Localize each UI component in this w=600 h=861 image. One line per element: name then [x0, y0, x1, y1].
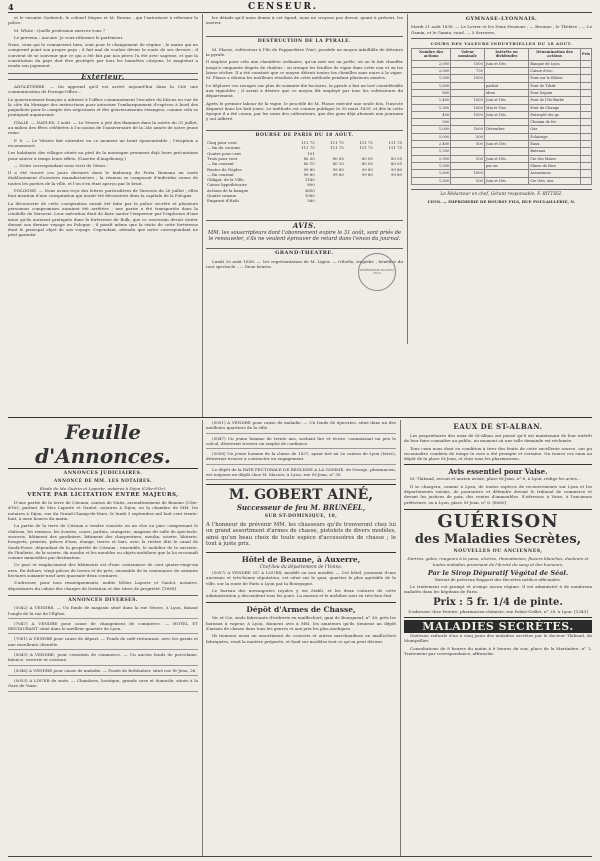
- stamp-text: IMPRIMERIE BOURSY FILS: [359, 267, 395, 275]
- bourse-value-cell: 111 75: [301, 140, 315, 146]
- right-column-upper: [411, 15, 592, 417]
- bourse-value-cell: 80 05: [390, 161, 402, 167]
- bourse-value-cell: 3650: [304, 187, 315, 193]
- cours-header-cell: Valeur nominale: [451, 49, 485, 61]
- cours-row: [412, 126, 592, 133]
- guerison-title2: des Maladies Secrètes,: [414, 531, 582, 547]
- cours-cell: Pont du Change: [529, 104, 581, 111]
- cours-cell: 500: [412, 119, 451, 126]
- etude-text: Étude de Me Guérin et Laporte, notaires à Dijon (Côte-d'Or).: [39, 485, 167, 491]
- bourse-value-cell: 99 80: [303, 171, 315, 177]
- cours-table: [411, 48, 592, 185]
- imprimerie-line: LYON. — IMPRIMERIE DE BOURSY FILS, RUE POULAILLERIE, N.: [427, 199, 576, 205]
- cours-cell: 750: [451, 68, 485, 75]
- bourse-heading: BOURSE DE PARIS DU 18 AOUT.: [206, 130, 403, 138]
- cours-row: [412, 89, 592, 96]
- hotel-text: (5057) A VENDRE OU A LOUER, meublé ou non meublé, — Cet hôtel, jouissant d'une ancienne et très-bonne réputation, est situé sur le quai, quartier le plus agréable de la ville, sur la route de Paris à Lyon par la Bourgogne.: [206, 569, 396, 586]
- bourse-label-cell: — fin du courant.: [207, 145, 242, 151]
- bourse-row: [206, 198, 403, 203]
- gerant-line: Le Rédacteur en chef, Gérant responsable, F. RITTIEZ.: [411, 189, 592, 197]
- cours-cell: [484, 68, 528, 75]
- destruction-text: M. Plasse, cultivateur à l'Ile de Pappardière (Var), possède un moyen infaillible de détruire la pyrale.: [206, 46, 403, 58]
- column-divider: [400, 420, 401, 856]
- bourse-value-cell: 580: [307, 198, 315, 204]
- bourse-value-cell: 111 75: [388, 140, 402, 146]
- annonces-diverses-heading: ANNONCES DIVERSES.: [8, 595, 198, 603]
- cours-cell: 1,500: [412, 177, 451, 184]
- bourse-label-cell: Quatre canaux: [207, 193, 237, 199]
- classified-ad: (7047) A VENDRE pour cause de changement de commerce. — HOTEL ET RESTAURANT situé dans le meilleur quartier de Lyon.: [8, 621, 198, 635]
- bourse-value-cell: 99 80: [361, 171, 373, 177]
- left-text-1: M. White : Quelle profession exercez-vous ?: [14, 27, 106, 33]
- bourse-value-cell: 111 75: [301, 145, 315, 151]
- cours-cell: 500: [451, 177, 485, 184]
- destruction-heading: DESTRUCTION DE LA PYRALE.: [206, 36, 403, 44]
- classified-ad: (7061) A VENDRE pour cause de départ. — Fonds de café-restaurant, avec les garnis et une excellente clientèle.: [8, 636, 198, 650]
- bourse-value-cell: 111 75: [330, 145, 344, 151]
- bourse-value-cell: 111 75: [359, 140, 373, 146]
- cours-cell: [580, 148, 591, 155]
- bourse-value-cell: 1180: [304, 177, 315, 183]
- grand-theatre-heading: GRAND-THEATRE.: [206, 248, 403, 256]
- cours-cell: [484, 170, 528, 177]
- cours-cell: Juin et Déc.: [484, 177, 528, 184]
- left-text-3: ANGLETERRE. — On apprend qu'il est arrivé aujourd'hui dans la Cité une communication du Foreign-Office...: [8, 83, 198, 95]
- bourse-value-cell: 111 75: [330, 140, 344, 146]
- cours-cell: Juin et Déc.: [484, 97, 528, 104]
- cours-cell: Juin et Déc.: [484, 111, 528, 118]
- column-divider: [202, 420, 203, 856]
- bourse-value-cell: 80 05: [361, 161, 373, 167]
- bourse-table: [206, 140, 403, 204]
- feuille-ads-list: [8, 605, 198, 691]
- bourse-value-cell: 111 75: [388, 145, 402, 151]
- cours-cell: 2,900: [412, 155, 451, 162]
- cours-cell: [580, 119, 591, 126]
- left-text-7: POLOGNE. — Nous avons reçu des lettres particulières de Varsovie du 26 juillet ; elles font mention d'une conspiration qui aurait été découverte dans la capitale de la Pologne.: [8, 188, 198, 199]
- cours-cell: Caisse d'esc.: [529, 68, 581, 75]
- hotel-title: Hôtel de Beaune, à Auxerre,: [206, 552, 396, 565]
- cours-header-cell: Intérêts ou dividendes: [484, 49, 528, 61]
- maladies-text: Guérison radicale d'un à cinq jours des maladies secrètes par le docteur Thibaud, de Montpellier.: [404, 633, 592, 644]
- section-divider: [8, 417, 592, 418]
- bourse-value-cell: 99 80: [390, 166, 402, 172]
- cours-cell: [580, 133, 591, 140]
- bourse-label-cell: Obligat. de la Ville: [207, 177, 244, 183]
- cours-row: [412, 111, 592, 118]
- cours-cell: 1000: [451, 126, 485, 133]
- cours-cell: 1000: [451, 111, 485, 118]
- cours-cell: [484, 119, 528, 126]
- cours-cell: [451, 119, 485, 126]
- cours-cell: [580, 97, 591, 104]
- cours-cell: [484, 75, 528, 82]
- cours-cell: 1000: [451, 75, 485, 82]
- maladies-title: MALADIES SECRÈTES.: [404, 620, 592, 633]
- bourse-value-cell: [345, 198, 374, 203]
- classified-ad: (5053) A LOUER de suite. — Chambres, boutique, grande cave et domicile, situés à la Gare de Vaise.: [8, 678, 198, 692]
- bourse-value-cell: 111 75: [359, 145, 373, 151]
- gymnase-text: Mardi 21 août 1838. — Le Lovrer et les Deux Pensions ; — Brionne ; le Théâtre ; — Le Gamin, et le Gamin, vaud. — 5 Serrures.: [411, 24, 592, 35]
- gobert-sub: Successeur de feu M. BRUNÉEL,: [236, 503, 366, 513]
- left-text-2: Le prévenu : Aucune. Je veux réformer le parlement.: [14, 34, 124, 40]
- cours-cell: [580, 177, 591, 184]
- cours-cell: 1000: [451, 104, 485, 111]
- cours-row: [412, 177, 592, 184]
- right-column-lower: EAUX DE ST-ALBAN. Les propriétaires des eaux de St-Alban ont pensé qu'il est maintenant de leur intérêt de leur faire connaître au public, au moment où une telle demande est réclamée. Tous ceux nous dont eu condition à tirer des fruits de cette excellente source, ont pu reconnaître combien de temps la cure a été prompte et certaine. On trouve ces eaux au dépôt de la place St-Jean, et chez tous les pharmaciens. Avis essentiel pour Vaise. M. Thibaud, avocat et ancien avoué, place St-Jean, n° 6, à Lyon, rédige les actes... Il se chargera, comme à Lyon, de toutes espèces de recouvrements sur Lyon et les départements voisins, de poursuivre et défendre devant le tribunal de commerce et devant les justices de paix, des ventes d'immeubles. S'adresser, à Vaise, à l'ancienne préfecture, ou à Lyon, place St-Jean, n° 6. [8060] GUÉRISON des Maladies Secrètes, NOUVELLES OU ANCIENNES, Dartres, gales, rougeurs à la peau, ulcères, rhumatismes, flueurs blanches, douleurs et toutes maladies provenant de l'âcreté du sang et des humeurs. Par le Sirop Dépuratif Végétal de Séal. Extrait de précieux Rapport des Recettes médico-officinales. Le traitement est prompt et n'exige aucun régime. Il est administré à de nombreux malades dans les hôpitaux de Paris. Prix : 5 fr. 1/4 de pinte. S'adresser chez Pereire, pharmacien-chimiste, rue Palais-Grillet, n° 28, à Lyon. [1343] MALADIES SECRÈTES. Guérison radicale d'un à cinq jours des maladies secrètes par le docteur Thibaud, de Montpellier. Consultations de 8 heures du matin à 8 heures du soir, place de la Martinière, n° 2. Traitement par correspondance, affranchir.: [404, 422, 592, 656]
- cours-row: [412, 68, 592, 75]
- cours-row: [412, 104, 592, 111]
- left-text-6: — Notre correspondant nous écrit de Gènes :: [14, 162, 109, 168]
- feuille-sub2: ANNONCÉ DE MM. LES NOTAIRES.: [53, 478, 153, 484]
- avis-text: MM. les souscripteurs dont l'abonnement expire le 31 août, sont priés de le renouveler, s'ils ne veulent éprouver de retard dans l'envoi du journal.: [207, 229, 402, 243]
- depot-text: Sic et Cie, seuls fabricants d'ordrerie en maillechort, quai de Bourgneuf, n° 38, près les bateaux à vapeur, à Lyon, donnent avis à MM. les amateurs qu'ils tiennent un dépôt d'armes de chasse dans tous les genres et aux prix les plus modiques.: [206, 615, 396, 632]
- cours-cell: Cie des Mines: [529, 155, 581, 162]
- cours-cell: Mines de Rive: [529, 162, 581, 169]
- cours-cell: Bateaux: [529, 148, 581, 155]
- cours-row: [412, 82, 592, 89]
- cours-cell: 5,000: [412, 133, 451, 140]
- avis-heading: AVIS.: [206, 220, 403, 228]
- vente-heading: VENTE PAR LICITATION ENTRE MAJEURS,: [27, 491, 179, 498]
- grand-theatre-text: Lundi 20 août 1838. — 1re représentation de M. Ligier. — Othello, tragédie ; bénéfice du tout spectacle : — Deux heures.: [206, 258, 403, 269]
- cours-header-cell: Prix: [580, 49, 591, 61]
- cours-cell: [484, 133, 528, 140]
- cours-cell: [451, 148, 485, 155]
- cours-row: [412, 119, 592, 126]
- cours-cell: [580, 111, 591, 118]
- cours-cell: Pont sur le Rhône: [529, 75, 581, 82]
- eaux-title: EAUX DE ST-ALBAN.: [453, 422, 543, 431]
- imprimerie-stamp: [358, 253, 396, 291]
- cours-cell: Pont de l'Ile-Barbe: [529, 97, 581, 104]
- cours-row: [412, 60, 592, 67]
- cours-row: [412, 155, 592, 162]
- cours-row: [412, 133, 592, 140]
- cours-cell: Chemin de fer: [529, 119, 581, 126]
- middle-column-upper: les détails qu'il nous donne à cet égard, nous ne croyons pas devoir, quant à présent, les insérer. DESTRUCTION DE LA PYRALE. M. Plasse, cultivateur à l'Ile de Pappardière (Var), possède un moyen infaillible de détruire la pyrale. Il emploie pour cela une chaudière ordinaire, qu'on met sur un poêle, où on le fait chauffer jusqu'à cinquante degrés de chaleur ; on trempe les feuilles de vigne dans cette eau et on les laisse sécher. Il a été constaté que ce moyen détruit toutes les chenilles sans nuire à la vigne. M. Plasse a obtenu les meilleurs résultats de cette méthode pendant plusieurs années. Le déplorer ces ravages sur plus de soixante-dix hectares, la pyrale a fait un tort considérable aux vignobles ; il serait à désirer que ce moyen fût employé par tous les cultivateurs du département. Après le premier labour de la vigne, le procédé de M. Plasse exécuté une seule fois, l'insecte disparut dans les huit jours. Le méthode est connue publique le 30 mars 1839, et dès la cette époque il a été connu, par les soins des cultivateurs, que des gens déjà abonnés aux journaux y ont adhéré. BOURSE DE PARIS DU 18 AOUT. Cinq pour cent. 111 75 111 75 111 75 111 75 — fin du courant. 111 75 111 75 111 75 111 75 Quatre pour cent 101 Trois pour cent 80 35 80 05 80 05 80 05 — fin courant 80 10 80 10 80 05 80 05 Rentes de Naples 99 80 99 80 99 80 99 80 — fin courant 99 80 99 80 99 80 99 80 Obligat. de la Ville 1180 Caisse hypothécaire 800 Actions de la banque 3650 Quatre canaux 1080 Emprunt d'Haïti 580 IMPRIMERIE BOURSY FILS AVIS. MM. les souscripteurs dont l'abonnement expire le 31 août, sont priés de le renouveler, s'ils ne veulent éprouver de retard dans l'envoi du journal. GRAND-THEATRE. Lundi 20 août 1838. — 1re représentation de M. Ligier. — Othello, tragédie ; bénéfice du tout spectacle : — Deux heures.: [206, 15, 403, 417]
- bourse-value-cell: 80 05: [361, 155, 373, 161]
- depot-title: Dépôt d'Armes de Chasse,: [206, 602, 396, 615]
- page-number: 4: [8, 2, 14, 12]
- bourse-value-cell: 99 80: [332, 166, 344, 172]
- bourse-value-cell: 101: [307, 150, 315, 156]
- bourse-value-cell: 1080: [304, 193, 315, 199]
- vente-text: D'une partie de la terre de Citeaux, canton de Nuits, arrondissement de Beaune (Côte-d'Or), parlant de Mes Laporte et Gaulot, notaires à Dijon, en la chambre de MM. les notaires à Dijon, rue du Grand-Champ-de-Mars, le lundi 3 septembre mil huit cent trente-huit, à onze heures du matin.: [8, 500, 198, 522]
- cours-cell: Décembre: [484, 126, 528, 133]
- cours-cell: 1000: [451, 170, 485, 177]
- classified-ad: (5047) Un jeune homme de trente ans, sachant lire et écrire, connaissant un peu le calcul, désirerait trouver un emploi de confiance.: [206, 436, 396, 450]
- cours-cell: Assurances: [529, 170, 581, 177]
- cours-cell: [580, 155, 591, 162]
- classified-ad: (5051) A VENDRE pour cause de maladie. — Un fonds de épiceries, situé dans un des meilleurs quartiers de la ville.: [206, 420, 396, 434]
- guerison-box: GUÉRISON des Maladies Secrètes, NOUVELLES OU ANCIENNES, Dartres, gales, rougeurs à la peau, ulcères, rhumatismes, flueurs blanches, douleurs et toutes maladies provenant de l'âcreté du sang et des humeurs. Par le Sirop Dépuratif Végétal de Séal. Extrait de précieux Rapport des Recettes médico-officinales. Le traitement est prompt et n'exige aucun régime. Il est administré à de nombreux malades dans les hôpitaux de Paris. Prix : 5 fr. 1/4 de pinte. S'adresser chez Pereire, pharmacien-chimiste, rue Palais-Grillet, n° 28, à Lyon. [1343]: [404, 510, 592, 614]
- bourse-label-cell: — fin courant: [207, 161, 234, 167]
- cours-cell: 2,400: [412, 141, 451, 148]
- bourse-value-cell: 99 80: [303, 166, 315, 172]
- cours-cell: 1,600: [412, 82, 451, 89]
- bourse-value-cell: 80 05: [332, 155, 344, 161]
- left-text-4: ITALIE. — NAPLES, 3 août. — Le Vésuve a jeté des flammes dans la soirée du 31 juillet, au milieu des fêtes célébrées à l'occasion de l'anniversaire de la 24e année de notre jeune reine.: [8, 119, 198, 136]
- cours-cell: [580, 104, 591, 111]
- bourse-value-cell: [316, 198, 345, 203]
- bourse-value-cell: [374, 198, 403, 203]
- cours-cell: 400: [412, 111, 451, 118]
- feuille-title: Feuille d'Annonces.: [8, 420, 198, 469]
- gymnase-heading: GYMNASE-LYONNAIS.: [465, 16, 538, 22]
- cours-header-cell: Dénomination des actions: [529, 49, 581, 61]
- bourse-label-cell: — fin courant: [207, 171, 234, 177]
- cours-cell: [451, 89, 485, 96]
- cours-cell: [451, 162, 485, 169]
- cours-cell: 1000: [451, 60, 485, 67]
- bourse-value-cell: 99 80: [332, 171, 344, 177]
- column-divider: [202, 14, 203, 418]
- classified-ad: (5046) A VENDRE pour cause de maladie. — Fonds de ferblantier, situé rue St-Jean, 26.: [8, 668, 198, 676]
- left-text-5: P. S. — Le Vésuve fait entendre en ce moment un bruit épouvantable ; l'éruption a recommencé.: [8, 137, 198, 148]
- bourse-label-cell: Trois pour cent: [207, 155, 238, 161]
- classified-ad: Le dépôt de la PATE PECTORALE DE RÉGLISSE A LA GOMME, de George, pharmacien, est toujours en dépôt chez M. Macors, à Lyon, rue St-Jean, n° 30.: [206, 467, 396, 481]
- cours-cell: 1,500: [412, 75, 451, 82]
- cours-cell: [580, 68, 591, 75]
- cours-cell: Banque de Lyon: [529, 60, 581, 67]
- bourse-value-cell: 80 10: [303, 161, 315, 167]
- cours-cell: Cie Gén. Ass.: [529, 177, 581, 184]
- col2-ads-list: [206, 420, 396, 480]
- left-intro: et le vicomte Goderich, le colonel Mayne et M. Rowan , qui l'autorisent à réformer la police.: [8, 15, 198, 26]
- feuille-subtitle: ANNONCES JUDICIAIRES.: [63, 471, 143, 476]
- cours-cell: Entrepôt des gr.: [529, 111, 581, 118]
- cours-header-cell: Nombre des actions: [412, 49, 451, 61]
- maladies-box: MALADIES SECRÈTES. Guérison radicale d'un à cinq jours des maladies secrètes par le docteur Thibaud, de Montpellier. Consultations de 8 heures du matin à 8 heures du soir, place de la Martinière, n° 2. Traitement par correspondance, affranchir.: [404, 617, 592, 656]
- cours-cell: Mai et Nov.: [484, 104, 528, 111]
- gobert-text: A l'honneur de prévenir MM. les chasseurs qu'ils trouveront chez lui un grand assortiment d'armes de chasse, pistolets de divers modèles, ainsi qu'un beau choix de toute espèce d'accessoires de chasse ; le tout à juste prix.: [206, 521, 396, 548]
- cours-cell: 500: [451, 141, 485, 148]
- guerison-prix: Prix : 5 fr. 1/4 de pinte.: [433, 596, 563, 608]
- cours-cell: Eaux: [529, 141, 581, 148]
- bourse-label-cell: Rentes de Naples: [207, 166, 242, 172]
- avis-essentiel-text: M. Thibaud, avocat et ancien avoué, place St-Jean, n° 6, à Lyon, rédige les actes...: [410, 476, 581, 482]
- cours-cell: 500: [451, 133, 485, 140]
- cours-cell: 500: [451, 155, 485, 162]
- bourse-value-cell: 99 80: [361, 166, 373, 172]
- hotel-sub: Chef-lieu du département de l'Yonne.: [259, 564, 343, 570]
- bourse-value-cell: 80 10: [332, 161, 344, 167]
- cours-cell: 1000: [451, 97, 485, 104]
- bourse-label-cell: Actions de la banque: [207, 187, 249, 193]
- bourse-value-cell: 80 05: [390, 155, 402, 161]
- cours-row: [412, 148, 592, 155]
- classified-ad: (5042) A VENDRE. — Un fonds de magasin situé dans la rue Neuve, à Lyon, faisant l'angle de la rue de l'Église.: [8, 605, 198, 619]
- cours-cell: Éclairage: [529, 133, 581, 140]
- middle-column-lower: (5051) A VENDRE pour cause de maladie. — Un fonds de épiceries, situé dans un des meilleurs quartiers de la ville. (5047) Un jeune homme de trente ans, sachant lire et écrire, connaissant un peu le calcul, désirerait trouver un emploi de confiance. (5056) Un jeune homme de la classe de 1837, ayant tiré au 2e canton de Lyon (Isère), désirerait trouver à contracter un engagement. Le dépôt de la PATE PECTORALE DE RÉGLISSE A LA GOMME, de George, pharmacien, est toujours en dépôt chez M. Macors, à Lyon, rue St-Jean, n° 30. M. GOBERT AINÉ, Successeur de feu M. BRUNÉEL, SUR ST-DOMINIQUE, 10, A l'honneur de prévenir MM. les chasseurs qu'ils trouveront chez lui un grand assortiment d'armes de chasse, pistolets de divers modèles, ainsi qu'un beau choix de toute espèce d'accessoires de chasse ; le tout à juste prix. Hôtel de Beaune, à Auxerre, Chef-lieu du département de l'Yonne. (5057) A VENDRE OU A LOUER, meublé ou non meublé, — Cet hôtel, jouissant d'une ancienne et très-bonne réputation, est situé sur le quai, quartier le plus agréable de la ville, sur la route de Paris à Lyon par la Bourgogne. Le bureau des messageries royales y est établi, et les deux voitures de cette administration y descendent tous les jours. La maison et le mobilier sont en très-bon état. Dépôt d'Armes de Chasse, Sic et Cie, seuls fabricants d'ordrerie en maillechort, quai de Bourgneuf, n° 38, près les bateaux à vapeur, à Lyon, donnent avis à MM. les amateurs qu'ils tiennent un dépôt d'armes de chasse dans tous les genres et aux prix les plus modiques. Ils tiennent aussi un assortiment de couverts et autres marchandises en maillechort fabriquées, vend la matière préparée, et fond sur modèles tout ce qu'on peut désirer.: [206, 420, 396, 644]
- guerison-sub: NOUVELLES OU ANCIENNES,: [453, 548, 543, 554]
- bourse-value-cell: 99 80: [390, 171, 402, 177]
- cours-cell: [580, 141, 591, 148]
- bourse-value-cell: 800: [307, 182, 315, 188]
- cours-row: [412, 97, 592, 104]
- feuille-column: Feuille d'Annonces. ANNONCES JUDICIAIRES. ANNONCÉ DE MM. LES NOTAIRES. Étude de Me Guérin et Laporte, notaires à Dijon (Côte-d'Or). VENTE PAR LICITATION ENTRE MAJEURS, D'une partie de la terre de Citeaux, canton de Nuits, arrondissement de Beaune (Côte-d'Or), parlant de Mes Laporte et Gaulot, notaires à Dijon, en la chambre de MM. les notaires à Dijon, rue du Grand-Champ-de-Mars, le lundi 3 septembre mil huit cent trente-huit, à onze heures du matin. La partie de la terre de Citeaux à vendre consiste en un clos ou parc comprenant le château, les remises, les écuries, cours, jardins, orangerie, magasin dit salle de spectacle, sucrerie, bâtiment des gardiniers, bâtiment des charpentiers, moulin, scierie, bluterie, bosquets, prairies, pièces d'eau, étangs, terres et bois, avec la rivière dite le canal de Saulx-Fosse, dépendant de la propriété de Citeaux ; ensemble, le mobilier de la sucrerie, de l'huilerie, de la scierie, du moulin et les meubles ou objets mobiliers que la loi reconnaît comme immeubles par destination. Ce parc et emplacement des bâtiments est d'une contenance de cent quatre-vingt-six ares. En dehors, vingt pièces de terres et de prés, ensemble de la contenance de soixante hectares soixante-neuf ares quarante-deux centiares. S'adresser, pour tous renseignements, audits MMes Laporte et Gaulot, notaires, dépositaires du cahier des charges de licitation et des titres de propriété. [1688] ANNONCES DIVERSES. (5042) A VENDRE. — Un fonds de magasin situé dans la rue Neuve, à Lyon, faisant l'angle de la rue de l'Église. (7047) A VENDRE pour cause de changement de commerce. — HOTEL ET RESTAURANT situé dans le meilleur quartier de Lyon. (7061) A VENDRE pour cause de départ. — Fonds de café-restaurant, avec les garnis et une excellente clientèle. (5043) A VENDRE, pour cessation de commerce. — Un ancien fonds de porcelaine, faïence, verrerie et cristaux. (5046) A VENDRE pour cause de maladie. — Fonds de ferblantier, situé rue St-Jean, 26. (5053) A LOUER de suite. — Chambres, boutique, grande cave et domicile, situés à la Gare de Vaise.: [8, 420, 198, 856]
- cours-cell: Gaz: [529, 126, 581, 133]
- cours-cell: 1,500: [412, 148, 451, 155]
- cours-cell: idem: [484, 89, 528, 96]
- cours-cell: Juin et Déc.: [484, 60, 528, 67]
- cours-cell: [580, 126, 591, 133]
- eaux-text: Les propriétaires des eaux de St-Alban ont pensé qu'il est maintenant de leur intérêt de leur faire connaître au public, au moment où une telle demande est réclamée.: [404, 433, 592, 444]
- bottom-rule: [8, 856, 592, 857]
- cours-cell: 1,300: [412, 104, 451, 111]
- cours-cell: par an: [484, 162, 528, 169]
- bourse-value-cell: 80 35: [303, 155, 315, 161]
- masthead: [8, 2, 592, 13]
- cours-cell: [580, 89, 591, 96]
- cours-cell: parfait: [484, 82, 528, 89]
- cours-cell: [580, 162, 591, 169]
- exterieur-heading: Extérieur.: [8, 73, 198, 80]
- cours-cell: [580, 60, 591, 67]
- cours-cell: Juin et Déc.: [484, 141, 528, 148]
- gobert-addr: SUR ST-DOMINIQUE, 10,: [264, 514, 338, 520]
- cours-cell: Pont Seguin: [529, 89, 581, 96]
- left-column-upper: et le vicomte Goderich, le colonel Mayne et M. Rowan , qui l'autorisent à réformer la police. M. White : Quelle profession exercez-vous ? Le prévenu : Aucune. Je veux réformer le parlement. Nous, ceux qui le connaissent bien, sont pour le changement de régime ; le maire qui ne comprend point son propre pays ; il fait mal de vouloir dévier la route de ses devoirs ; il convient de se souvenir que ce qui a été fait par nos pères l'a été avec sagesse, et que la constitution du pays doit être protégée par tous les honnêtes citoyens, le magistrat a rendu son jugement. Extérieur. ANGLETERRE. — On apprend qu'il est arrivé aujourd'hui dans la Cité une communication du Foreign-Office... Le gouvernement français a adressé à l'office communément l'escadre du blocus en vue de la côte du Mexique des instructions pour autoriser l'embarquement d'espèces à bord des paquebots pour le compte des négociants et des gouvernements étrangers, comme cela se pratiquait auparavant. ITALIE. — NAPLES, 3 août. — Le Vésuve a jeté des flammes dans la soirée du 31 juillet, au milieu des fêtes célébrées à l'occasion de l'anniversaire de la 24e année de notre jeune reine. P. S. — Le Vésuve fait entendre en ce moment un bruit épouvantable ; l'éruption a recommencé. Les habitants des villages situés au pied de la montagne prennent déjà leurs précautions pour sauver à temps leurs effets. (Gazette d'Augsbourg.) — Notre correspondant nous écrit de Gènes : Il a été trouvé ces jours derniers dans le faubourg de Porta Romana un vaste établissement d'ouvriers manufacturiers ; la réunion se composait d'individus venus de toutes les parties de la ville, et l'on s'en était aperçu par le bruit. POLOGNE. — Nous avons reçu des lettres particulières de Varsovie du 26 juillet ; elles font mention d'une conspiration qui aurait été découverte dans la capitale de la Pologne. La découverte de cette conspiration aurait été faite par la police secrète et plusieurs personnes compromises auraient été arrêtées ; une partie a été transportée dans la citadelle de Varsovie. Leur exécution était de faire sauter l'empereur par l'explosion d'une mine qu'ils auraient pratiquée dans la forteresse de Bolk, que ce souverain devait visiter durant son dernier voyage en Pologne ; il paraît même que la visite de cette forteresse était le principal objet de son voyage. Cependant, attendu que notre correspondant ne peut garantir: [8, 15, 198, 238]
- bourse-label-cell: Quatre pour cent: [207, 150, 241, 156]
- cours-cell: 1,400: [412, 97, 451, 104]
- avis-essentiel-title: Avis essentiel pour Vaise.: [404, 464, 592, 476]
- cours-cell: [580, 75, 591, 82]
- column-divider: [407, 14, 408, 344]
- cours-cell: 2,000: [412, 60, 451, 67]
- cours-row: [412, 141, 592, 148]
- cours-heading: COURS DES VALEURS INDUSTRIELLES DU 18 AOUT.: [411, 38, 592, 46]
- cours-cell: 1,500: [412, 162, 451, 169]
- classified-ad: (5056) Un jeune homme de la classe de 1837, ayant tiré au 2e canton de Lyon (Isère), désirerait trouver à contracter un engagement.: [206, 451, 396, 465]
- cours-cell: 800: [412, 89, 451, 96]
- cours-cell: 1,600: [412, 170, 451, 177]
- cours-cell: 1,000: [412, 126, 451, 133]
- cours-row: [412, 162, 592, 169]
- guerison-depot: Par le Sirop Dépuratif Végétal de Séal.: [427, 568, 569, 577]
- bourse-label-cell: Caisse hypothécaire: [207, 182, 247, 188]
- cours-row: [412, 75, 592, 82]
- cours-cell: Juin et Déc.: [484, 155, 528, 162]
- cours-row: [412, 170, 592, 177]
- mid-intro: les détails qu'il nous donne à cet égard, nous ne croyons pas devoir, quant à présent, les insérer.: [206, 15, 403, 26]
- guerison-title: GUÉRISON: [437, 510, 559, 532]
- cours-cell: [451, 82, 485, 89]
- gobert-title: M. GOBERT AINÉ,: [206, 484, 396, 503]
- bourse-label-cell: Cinq pour cent.: [207, 140, 238, 146]
- cours-cell: Pont de Tilsitt: [529, 82, 581, 89]
- cours-cell: [580, 82, 591, 89]
- bourse-label-cell: Emprunt d'Haïti: [207, 198, 240, 204]
- paper-title: CENSEUR.: [248, 2, 319, 12]
- cours-cell: [484, 148, 528, 155]
- cours-cell: 2,000: [412, 68, 451, 75]
- cours-cell: [580, 170, 591, 177]
- classified-ad: (5043) A VENDRE, pour cessation de commerce. — Un ancien fonds de porcelaine, faïence, verrerie et cristaux.: [8, 652, 198, 666]
